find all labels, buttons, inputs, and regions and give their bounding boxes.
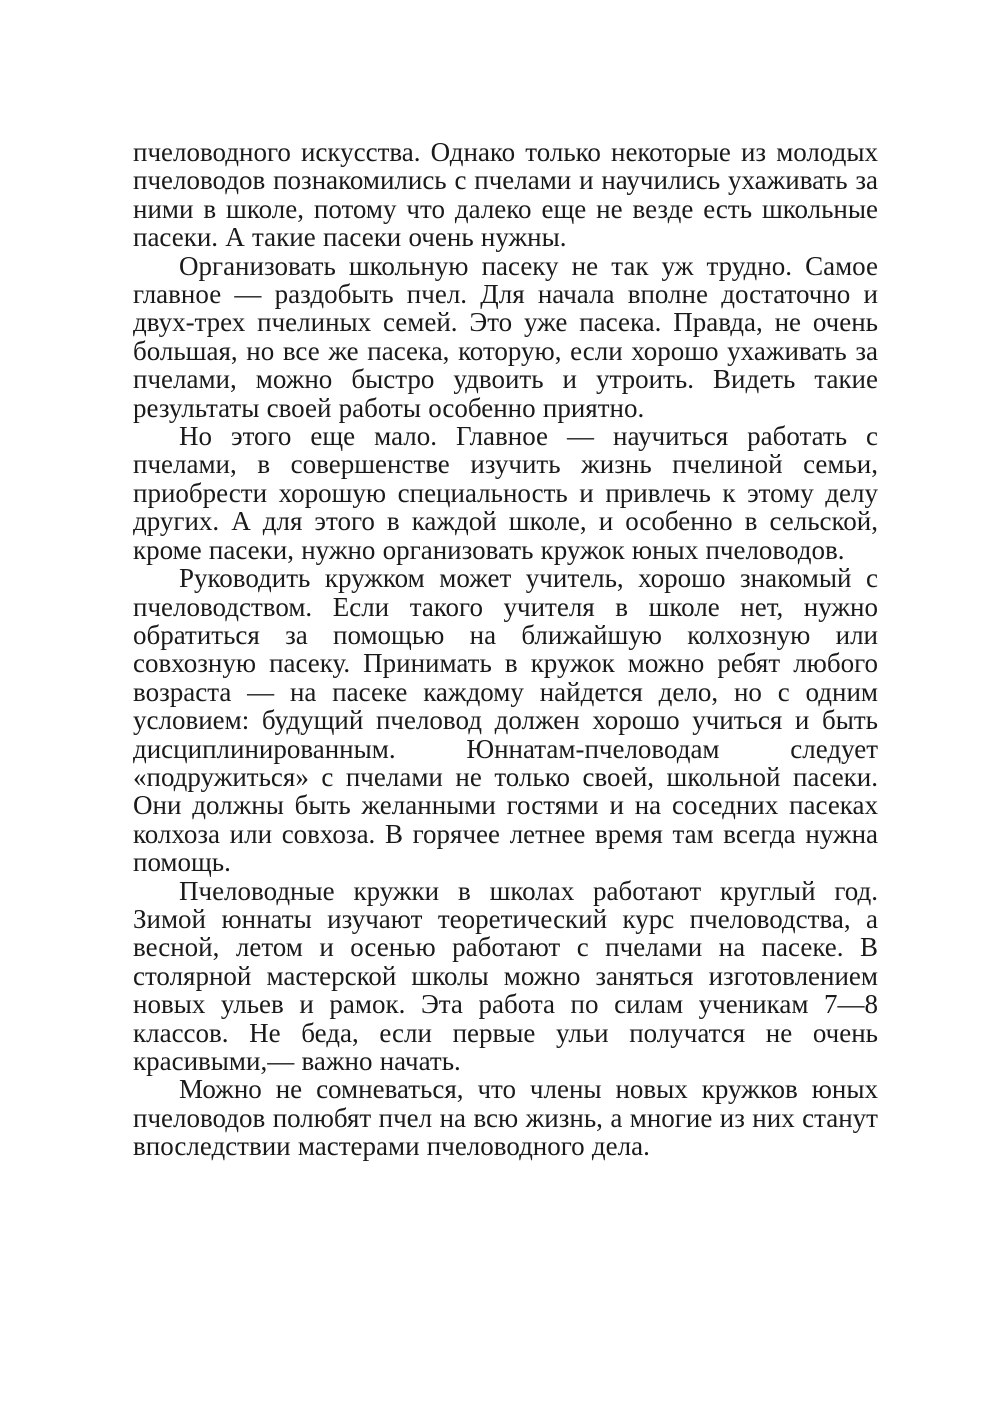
paragraph-2: Организовать школьную пасеку не так уж трудно. Самое главное — раздобыть пчел. Для начала вполне достаточно и двух-трех пчелиных семей. Это уже пасека. Правда, не очень большая, но все же пасека, которую, если хорошо ухаживать за пчелами, можно быстро удвоить и утроить. Видеть такие результаты своей работы особенно приятно. — [133, 250, 878, 423]
paragraph-6: Можно не сомневаться, что члены новых кружков юных пчеловодов полюбят пчел на всю жизнь, а многие из них станут впоследствии мастерами пчеловодного дела. — [133, 1074, 878, 1162]
paragraph-3: Но этого еще мало. Главное — научиться работать с пчелами, в совершенстве изучить жизнь пчелиной семьи, приобрести хорошую специальность и привлечь к этому делу других. А для этого в каждой школе, и особенно в сельской, кроме пасеки, нужно организовать кружок юных пчеловодов. — [133, 421, 878, 565]
paragraph-1: пчеловодного искусства. Однако только некоторые из молодых пчеловодов познакомились с пчелами и научились ухаживать за ними в школе, потому что далеко еще не везде есть школьные пасеки. А такие пасеки очень нужны. — [133, 137, 878, 253]
page-text — [133, 138, 878, 1161]
paragraph-5: Пчеловодные кружки в школах работают круглый год. Зимой юннаты изучают теоретический курс пчеловодства, а весной, летом и осенью работают с пчелами на пасеке. В столярной мастерской школы можно заняться изготовлением новых ульев и рамок. Эта работа по силам ученикам 7—8 классов. Не беда, если первые ульи получатся не очень красивыми,— важно начать. — [133, 875, 878, 1076]
paragraph-4: Руководить кружком может учитель, хорошо знакомый с пчеловодством. Если такого учителя в школе нет, нужно обратиться за помощью на ближайшую колхозную или совхозную пасеку. Принимать в кружок можно ребят любого возраста — на пасеке каждому найдется дело, но с одним условием: будущий пчеловод должен хорошо учиться и быть дисциплинированным. Юннатам-пчеловодам следует «подружиться» с пчелами не только своей, школьной пасеки. Они должны быть желанными гостями и на соседних пасеках колхоза или совхоза. В горячее летнее время там всегда нужна помощь. — [133, 563, 878, 878]
